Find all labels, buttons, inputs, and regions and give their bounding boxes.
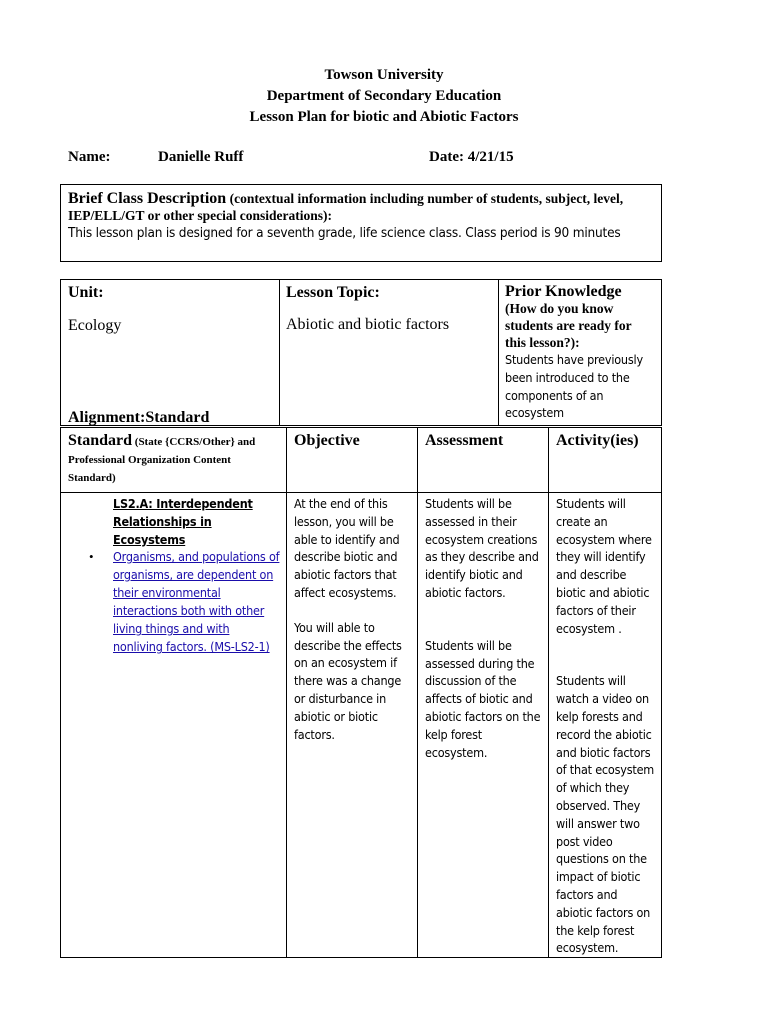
objective-2: You will able to describe the effects on an ecosystem if there was a change or disturbance in abiotic or biotic factors. (294, 619, 402, 742)
standard-bullet-link[interactable]: Organisms, and populations of organisms, are dependent on their environmental interactions both with other living things and with nonliving factors. (MS-LS2-1) (113, 549, 280, 655)
assessment-cell (418, 493, 549, 958)
prior-qualifier: (How do you know students are ready for this lesson?): (505, 301, 632, 350)
standard-header (61, 428, 287, 493)
prior-knowledge-cell (499, 280, 662, 426)
objective-cell (287, 493, 418, 958)
standard-cell (61, 493, 287, 958)
unit-value: Ecology (68, 317, 122, 334)
assessment-header (418, 428, 549, 493)
bullet-icon: • (89, 549, 94, 565)
prior-title: Prior Knowledge (505, 283, 622, 300)
standard-header-label: Standard (68, 432, 133, 449)
unit-cell (61, 280, 280, 426)
unit-table (60, 279, 662, 426)
objective-1: At the end of this lesson, you will be able to identify and describe biotic and abiotic factors that affect ecosystems. (294, 496, 400, 600)
unit-label: Unit: (68, 284, 104, 301)
topic-label: Lesson Topic: (286, 284, 380, 301)
prior-text: Students have previously been introduced to the components of an ecosystem (505, 352, 643, 421)
topic-value: Abiotic and biotic factors (286, 316, 450, 333)
brief-title: Brief Class Description (68, 190, 227, 207)
activity-2: Students will watch a video on kelp forests and record the abiotic and biotic factors of that ecosystem of which they observed. They will answer two post video questions on the impact of biotic factors and abiotic factors on the kelp forest ecosystem. (556, 673, 655, 956)
topic-cell (280, 280, 499, 426)
name-label: Name: (68, 149, 111, 165)
lesson-plan-title: Lesson Plan for biotic and Abiotic Factors (249, 109, 519, 125)
name-value: Danielle Ruff (158, 149, 244, 165)
assessment-1: Students will be assessed in their ecosystem creations as they describe and identify biotic and abiotic factors. (425, 496, 539, 600)
university-title: Towson University (324, 67, 444, 83)
brief-text: This lesson plan is designed for a seventh grade, life science class. Class period is 90 minutes (68, 225, 621, 241)
date-label: Date: 4/21/15 (429, 149, 514, 165)
standard-header-qualifier: (State {CCRS/Other} and Professional Organization Content Standard) (68, 436, 256, 484)
brief-qualifier: (contextual information including number of students, subject, level, IEP/ELL/GT or other special considerations): (68, 191, 624, 223)
department-title: Department of Secondary Education (266, 88, 502, 104)
objective-header-label: Objective (294, 432, 360, 449)
alignment-heading: Alignment:Standard (68, 409, 210, 426)
objective-header (287, 428, 418, 493)
standard-code: LS2.A: Interdependent Relationships in Ecosystems (113, 496, 253, 547)
brief-class-description-box (60, 184, 662, 262)
activities-header (549, 428, 662, 493)
activity-1: Students will create an ecosystem where they will identify and describe biotic and abiotic factors of their ecosystem . (556, 496, 652, 636)
assessment-2: Students will be assessed during the discussion of the affects of biotic and abiotic factors on the kelp forest ecosystem. (425, 637, 541, 760)
activities-header-label: Activity(ies) (556, 432, 639, 449)
activities-cell (549, 493, 662, 958)
assessment-header-label: Assessment (425, 432, 504, 449)
alignment-table (60, 427, 662, 958)
